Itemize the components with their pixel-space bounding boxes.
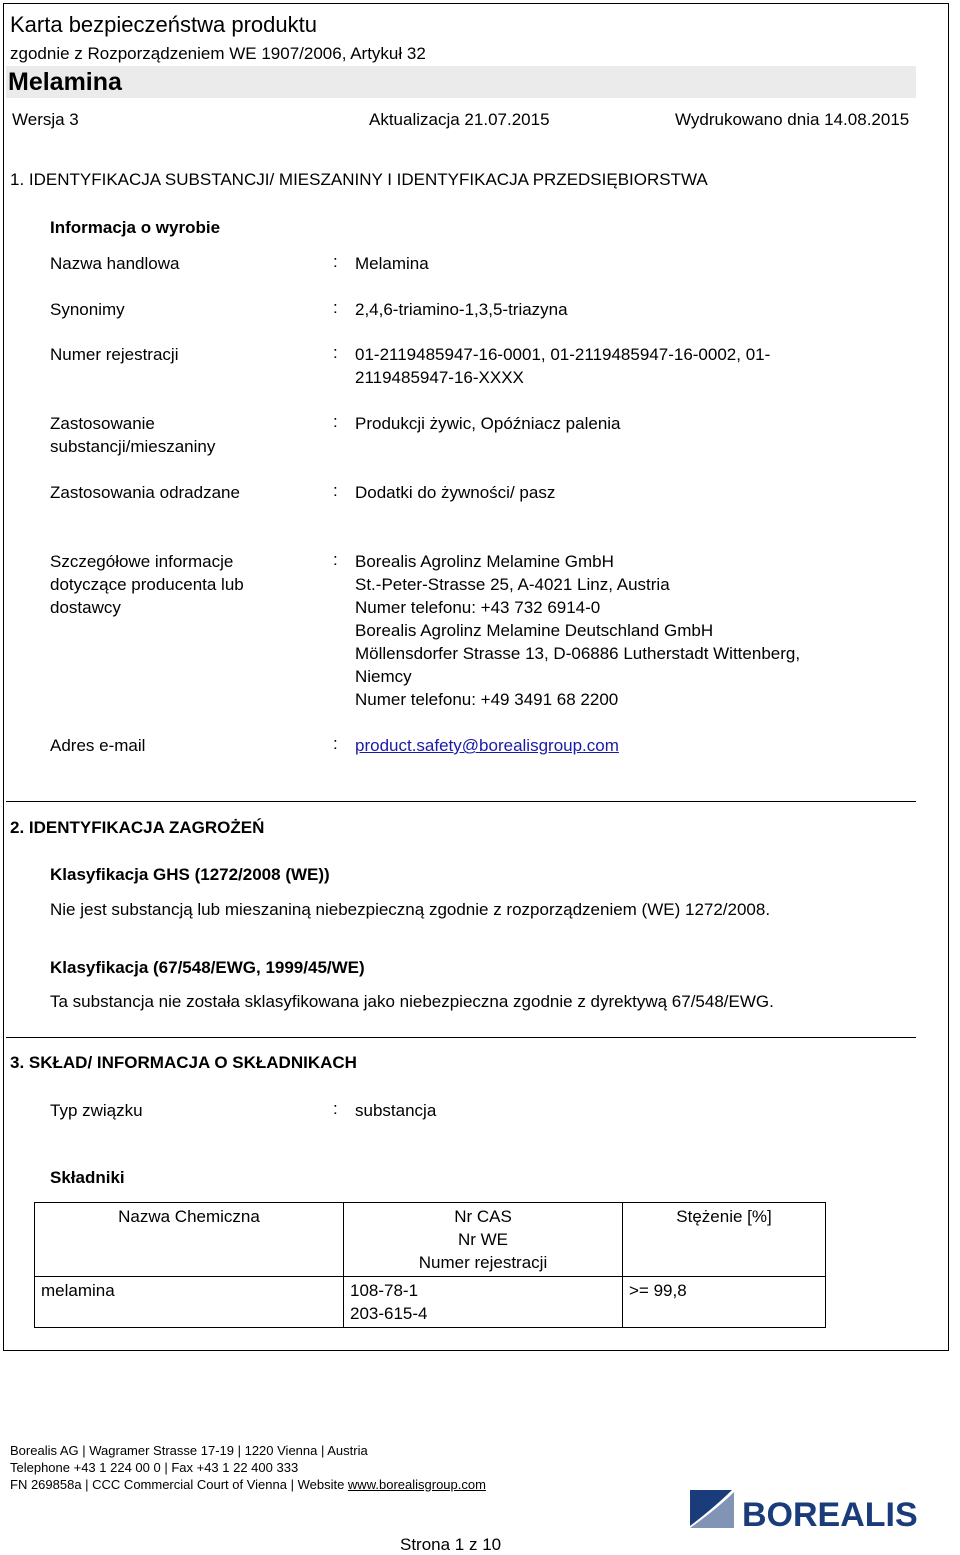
product-info-heading: Informacja o wyrobie <box>50 218 221 237</box>
registration-label: Numer rejestracji <box>50 345 179 364</box>
update-date: Aktualizacja 21.07.2015 <box>369 110 550 129</box>
components-table <box>34 1202 826 1328</box>
registration-line: 01-2119485947-16-0001, 01-2119485947-16-0002, 01- <box>355 345 771 364</box>
col-concentration: Stężenie [%] <box>623 1203 826 1277</box>
section-divider <box>6 801 916 802</box>
cell-concentration: >= 99,8 <box>623 1277 826 1328</box>
supplier-line: Möllensdorfer Strasse 13, D-06886 Lutherstadt Wittenberg, <box>355 644 801 663</box>
supplier-line: Borealis Agrolinz Melamine Deutschland GmbH <box>355 621 714 640</box>
supplier-line: St.-Peter-Strasse 25, A-4021 Linz, Austria <box>355 575 670 594</box>
trade-name-value: Melamina <box>355 254 429 273</box>
colon: : <box>333 1099 338 1118</box>
version-line <box>0 110 948 136</box>
borealis-logo-icon <box>688 1486 956 1532</box>
cell-ec: 203-615-4 <box>350 1304 428 1323</box>
registration-value <box>355 343 770 389</box>
colon: : <box>333 550 338 569</box>
logo-text: BOREALIS <box>742 1496 918 1532</box>
supplier-line: Numer telefonu: +43 732 6914-0 <box>355 598 601 617</box>
discouraged-use-label: Zastosowania odradzane <box>50 483 240 502</box>
supplier-label <box>50 550 244 619</box>
eec-text: Ta substancja nie została sklasyfikowana jako niebezpieczna zgodnie z dyrektywą 67/548/EWG. <box>50 992 774 1011</box>
footer-registry <box>10 1477 486 1492</box>
components-heading: Składniki <box>50 1168 125 1187</box>
synonyms-label: Synonimy <box>50 300 125 319</box>
product-name-bar <box>6 66 916 98</box>
supplier-details <box>355 550 800 711</box>
version-label: Wersja 3 <box>12 110 79 129</box>
colon: : <box>333 298 338 317</box>
col-ec-label: Nr WE <box>457 1230 509 1249</box>
supplier-line: Niemcy <box>355 667 412 686</box>
email-label: Adres e-mail <box>50 736 146 755</box>
cell-identifiers <box>344 1277 623 1328</box>
footer-registry-text: FN 269858a | CCC Commercial Court of Vienna | Website <box>10 1477 348 1492</box>
colon: : <box>333 481 338 500</box>
supplier-label-line: dotyczące producenta lub <box>50 575 244 594</box>
document-subtitle: zgodnie z Rozporządzeniem WE 1907/2006, Artykuł 32 <box>10 44 426 63</box>
section-1-title: 1. IDENTYFIKACJA SUBSTANCJI/ MIESZANINY I IDENTYFIKACJA PRZEDSIĘBIORSTWA <box>10 170 708 189</box>
supplier-label-line: dostawcy <box>50 598 121 617</box>
col-chemical-name: Nazwa Chemiczna <box>35 1203 344 1277</box>
col-registration-label: Numer rejestracji <box>418 1253 548 1272</box>
colon: : <box>333 412 338 431</box>
cell-chemical-name: melamina <box>35 1277 344 1328</box>
table-row <box>35 1277 826 1328</box>
col-identifiers <box>344 1203 623 1277</box>
borealis-logo <box>688 1486 956 1537</box>
page-number: Strona 1 z 10 <box>400 1535 502 1554</box>
use-label <box>50 412 215 458</box>
trade-name-label: Nazwa handlowa <box>50 254 180 273</box>
colon: : <box>333 252 338 271</box>
product-name: Melamina <box>8 68 122 96</box>
supplier-line: Numer telefonu: +49 3491 68 2200 <box>355 690 619 709</box>
document-title: Karta bezpieczeństwa produktu <box>10 12 317 37</box>
discouraged-use-value: Dodatki do żywności/ pasz <box>355 483 556 502</box>
eec-heading: Klasyfikacja (67/548/EWG, 1999/45/WE) <box>50 958 365 977</box>
colon: : <box>333 343 338 362</box>
ghs-text: Nie jest substancją lub mieszaniną niebezpieczną zgodnie z rozporządzeniem (WE) 1272/2008. <box>50 900 771 919</box>
ghs-heading: Klasyfikacja GHS (1272/2008 (WE)) <box>50 865 330 884</box>
section-3-title: 3. SKŁAD/ INFORMACJA O SKŁADNIKACH <box>10 1053 357 1072</box>
compound-type-value: substancja <box>355 1101 437 1120</box>
email-link[interactable]: product.safety@borealisgroup.com <box>355 736 619 755</box>
print-date: Wydrukowano dnia 14.08.2015 <box>675 110 910 129</box>
table-header-row <box>35 1203 826 1277</box>
use-label-line: Zastosowanie <box>50 414 155 433</box>
footer-address: Borealis AG | Wagramer Strasse 17-19 | 1220 Vienna | Austria <box>10 1443 368 1458</box>
compound-type-label: Typ związku <box>50 1101 143 1120</box>
synonyms-value: 2,4,6-triamino-1,3,5-triazyna <box>355 300 568 319</box>
section-divider <box>6 1037 916 1038</box>
use-label-line: substancji/mieszaniny <box>50 437 216 456</box>
supplier-label-line: Szczegółowe informacje <box>50 552 234 571</box>
use-value: Produkcji żywic, Opóźniacz palenia <box>355 414 621 433</box>
col-cas-label: Nr CAS <box>454 1207 512 1226</box>
registration-line: 2119485947-16-XXXX <box>355 368 524 387</box>
footer-website-link[interactable]: www.borealisgroup.com <box>347 1477 486 1492</box>
cell-cas: 108-78-1 <box>350 1281 419 1300</box>
footer-phone: Telephone +43 1 224 00 0 | Fax +43 1 22 400 333 <box>10 1460 299 1475</box>
section-2-title: 2. IDENTYFIKACJA ZAGROŻEŃ <box>10 818 265 837</box>
supplier-line: Borealis Agrolinz Melamine GmbH <box>355 552 614 571</box>
colon: : <box>333 734 338 753</box>
